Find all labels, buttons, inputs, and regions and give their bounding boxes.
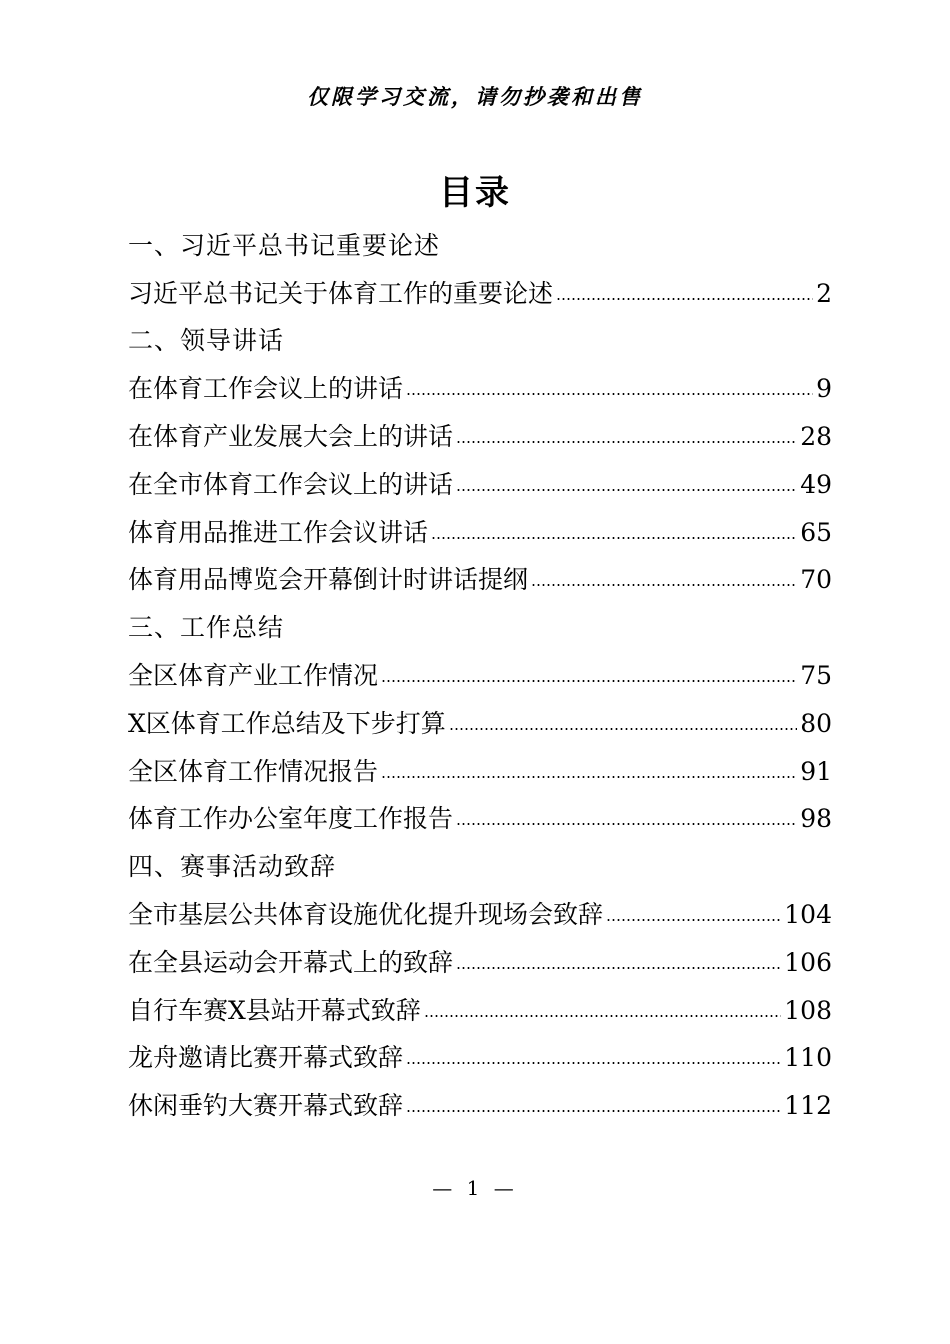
toc-entry[interactable] <box>128 652 832 700</box>
dot-leader <box>406 1062 781 1064</box>
toc-entry[interactable] <box>128 700 832 748</box>
toc-entry[interactable] <box>128 796 832 844</box>
toc-section-heading <box>128 318 832 366</box>
toc-entry-page: 75 <box>800 661 832 691</box>
toc-entry[interactable] <box>128 270 832 318</box>
dot-leader <box>449 728 797 730</box>
dot-leader <box>531 584 797 586</box>
toc-entry-page: 91 <box>800 756 832 786</box>
toc-entry[interactable] <box>128 987 832 1035</box>
toc-entry-page: 28 <box>800 422 832 452</box>
toc-entry-page: 70 <box>800 565 832 595</box>
section-title: 四、赛事活动致辞 <box>128 852 337 882</box>
toc-entry[interactable] <box>128 413 832 461</box>
toc-entry[interactable] <box>128 461 832 509</box>
dot-leader <box>456 489 797 491</box>
toc-entry-title: 在全县运动会开幕式上的致辞 <box>128 947 454 977</box>
dot-leader <box>381 680 797 682</box>
dot-leader <box>456 967 781 969</box>
table-of-contents <box>128 222 832 1130</box>
dot-leader <box>406 1110 781 1112</box>
toc-entry-page: 106 <box>784 947 832 977</box>
toc-entry-page: 98 <box>800 804 832 834</box>
toc-entry-title: 习近平总书记关于体育工作的重要论述 <box>128 278 554 308</box>
dot-leader <box>556 298 813 300</box>
toc-entry[interactable] <box>128 891 832 939</box>
toc-section-heading <box>128 222 832 270</box>
dot-leader <box>381 776 797 778</box>
toc-entry-page: 108 <box>784 995 832 1025</box>
dot-leader <box>406 393 813 395</box>
dot-leader <box>456 823 797 825</box>
page-number-footer: — 1 — <box>432 1176 518 1200</box>
toc-entry-page: 80 <box>800 708 832 738</box>
toc-entry-page: 9 <box>816 374 832 404</box>
toc-entry-page: 110 <box>784 1043 832 1073</box>
toc-title: 目录 <box>439 173 511 213</box>
toc-section-heading <box>128 604 832 652</box>
toc-entry[interactable] <box>128 509 832 557</box>
toc-entry[interactable] <box>128 365 832 413</box>
toc-entry-page: 112 <box>784 1091 832 1121</box>
toc-section-heading <box>128 843 832 891</box>
toc-entry[interactable] <box>128 1035 832 1083</box>
dot-leader <box>606 919 781 921</box>
section-title: 二、领导讲话 <box>128 326 285 356</box>
toc-entry-page: 49 <box>800 469 832 499</box>
toc-entry[interactable] <box>128 557 832 605</box>
toc-entry-title: 全区体育工作情况报告 <box>128 756 379 786</box>
header-note: 仅限学习交流，请勿抄袭和出售 <box>307 84 643 109</box>
toc-entry-title: 体育用品推进工作会议讲话 <box>128 517 429 547</box>
section-title: 三、工作总结 <box>128 613 285 643</box>
toc-entry-title: 在体育产业发展大会上的讲话 <box>128 422 454 452</box>
toc-entry-title: 体育工作办公室年度工作报告 <box>128 804 454 834</box>
toc-entry-title: 龙舟邀请比赛开幕式致辞 <box>128 1043 404 1073</box>
toc-entry-title: 体育用品博览会开幕倒计时讲话提纲 <box>128 565 529 595</box>
toc-entry-page: 104 <box>784 900 832 930</box>
toc-entry[interactable] <box>128 748 832 796</box>
toc-entry[interactable] <box>128 1082 832 1130</box>
toc-entry-page: 2 <box>816 278 832 308</box>
toc-entry[interactable] <box>128 939 832 987</box>
toc-entry-title: X区体育工作总结及下步打算 <box>128 708 446 738</box>
toc-entry-title: 全区体育产业工作情况 <box>128 661 379 691</box>
dot-leader <box>431 537 797 539</box>
toc-entry-title: 在全市体育工作会议上的讲话 <box>128 469 454 499</box>
dot-leader <box>424 1015 781 1017</box>
toc-entry-title: 在体育工作会议上的讲话 <box>128 374 404 404</box>
toc-entry-page: 65 <box>800 517 832 547</box>
toc-entry-title: 全市基层公共体育设施优化提升现场会致辞 <box>128 900 604 930</box>
dot-leader <box>456 441 797 443</box>
section-title: 一、习近平总书记重要论述 <box>128 230 441 260</box>
toc-entry-title: 休闲垂钓大赛开幕式致辞 <box>128 1091 404 1121</box>
toc-entry-title: 自行车赛X县站开幕式致辞 <box>128 995 421 1025</box>
